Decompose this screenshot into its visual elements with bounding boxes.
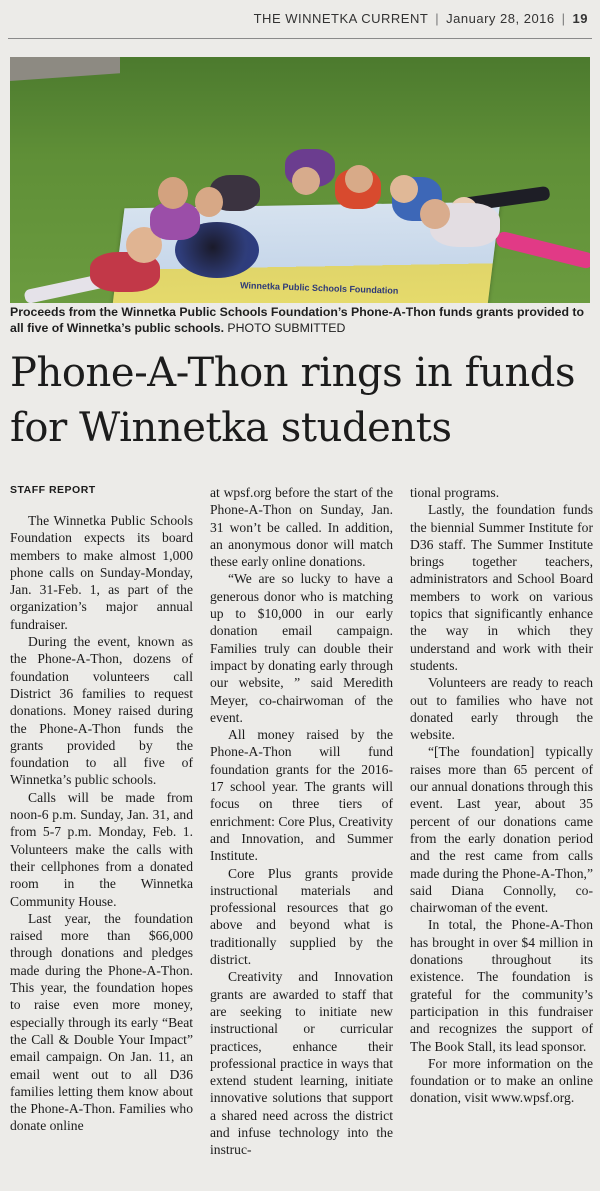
- paragraph: Calls will be made from noon-6 p.m. Sunday, Jan. 31, and from 5-7 p.m. Monday, Feb. 1. Volunteers make the calls with their cellphones from a donated room in the Winnetka Community House.: [10, 789, 193, 909]
- banner-text: Winnetka Public Schools Foundation: [239, 280, 399, 296]
- article-column-3: [410, 484, 593, 1107]
- page-header: [0, 0, 600, 36]
- paragraph: Last year, the foundation raised more than $66,000 through donations and pledges made during the Phone-A-Thon. This year, the foundation hopes to raise even more money, especially through its early “Beat the Call & Double Your Impact” email campaign. On Jan. 11, an email went out to all D36 families letting them know about the Phone-A-Thon. Families who donate online: [10, 910, 193, 1134]
- publication-name: THE WINNETKA CURRENT: [253, 10, 429, 26]
- paragraph: “We are so lucky to have a generous donor who is matching up to $10,000 in our early donation email campaign. Families truly can double their impact by donating early through our website, ” said Meredith Meyer, co-chairwoman of the event.: [210, 571, 393, 725]
- byline: STAFF REPORT: [10, 484, 96, 496]
- article-photo: [10, 57, 590, 303]
- paragraph: at wpsf.org before the start of the Phone-A-Thon on Sunday, Jan. 31 won’t be called. In addition, an anonymous donor will match these early online donations.: [210, 485, 393, 570]
- caption-text: Proceeds from the Winnetka Public Schools Foundation’s Phone-A-Thon funds grants provided to all five of Winnetka’s public schools.: [10, 305, 584, 335]
- paragraph: All money raised by the Phone-A-Thon will fund foundation grants for the 2016-17 school year. The grants will focus on three tiers of enrichment: Core Plus, Creativity and Innovation, and Summer Institute.: [210, 727, 393, 864]
- photo-child: [390, 175, 418, 203]
- photo-child: [158, 177, 188, 209]
- photo-caption: [10, 304, 590, 336]
- photo-credit: PHOTO SUBMITTED: [227, 321, 346, 335]
- photo-child: [292, 167, 320, 195]
- photo-child: [420, 199, 450, 229]
- photo-pavement: [10, 57, 120, 81]
- paragraph: Creativity and Innovation grants are awarded to staff that are seeking to initiate new instructional or curricular practices, enhance their professional practice in ways that extend student learning, initiate innovative solutions that support a shared need across the district and infuse technology into the instruc-: [210, 969, 393, 1158]
- header-separator: |: [435, 10, 440, 26]
- article-column-2: [210, 484, 393, 1159]
- paragraph: During the event, known as the Phone-A-Thon, dozens of foundation volunteers call District 36 families to request donations. Money raised during the Phone-A-Thon funds the grants provided by the foundation to all five of Winnetka’s public schools.: [10, 634, 193, 788]
- photo-child: [495, 230, 590, 270]
- header-separator: |: [561, 10, 566, 26]
- paragraph: Core Plus grants provide instructional materials and professional resources that go above and beyond what is traditionally supplied by the district.: [210, 865, 393, 968]
- paragraph: For more information on the foundation or to make an online donation, visit www.wpsf.org.: [410, 1055, 593, 1106]
- photo-child: [345, 165, 373, 193]
- issue-date: January 28, 2016: [446, 10, 555, 26]
- paragraph: tional programs.: [410, 485, 500, 500]
- article-headline: Phone-A-Thon rings in funds for Winnetka students: [10, 350, 576, 451]
- paragraph: Volunteers are ready to reach out to families who have not donated early through the website.: [410, 675, 593, 743]
- paragraph: The Winnetka Public Schools Foundation expects its board members to make almost 1,000 phone calls on Sunday-Monday, Jan. 31-Feb. 1, as part of the organization’s major annual fundraiser.: [10, 513, 193, 632]
- photo-child: [195, 187, 223, 217]
- article-column-1: [10, 512, 193, 1135]
- paragraph: “[The foundation] typically raises more than 65 percent of our annual donations through this event. Last year, about 35 percent of our donations came from the early donation period and the rest came from calls made during the Phone-A-Thon,” said Diana Connolly, co-chairwoman of the event.: [410, 744, 593, 916]
- page-number: 19: [572, 10, 588, 26]
- header-rule: [8, 38, 592, 39]
- paragraph: In total, the Phone-A-Thon has brought in over $4 million in donations throughout its existence. The foundation is grateful for the community’s participation in this fundraiser and recognizes the support of The Book Stall, its lead sponsor.: [410, 917, 593, 1054]
- paragraph: Lastly, the foundation funds the biennial Summer Institute for D36 staff. The Summer Institute brings together teachers, administrators and School Board members to work on various topics that significantly enhance the way in which they understand and work with their students.: [410, 502, 593, 673]
